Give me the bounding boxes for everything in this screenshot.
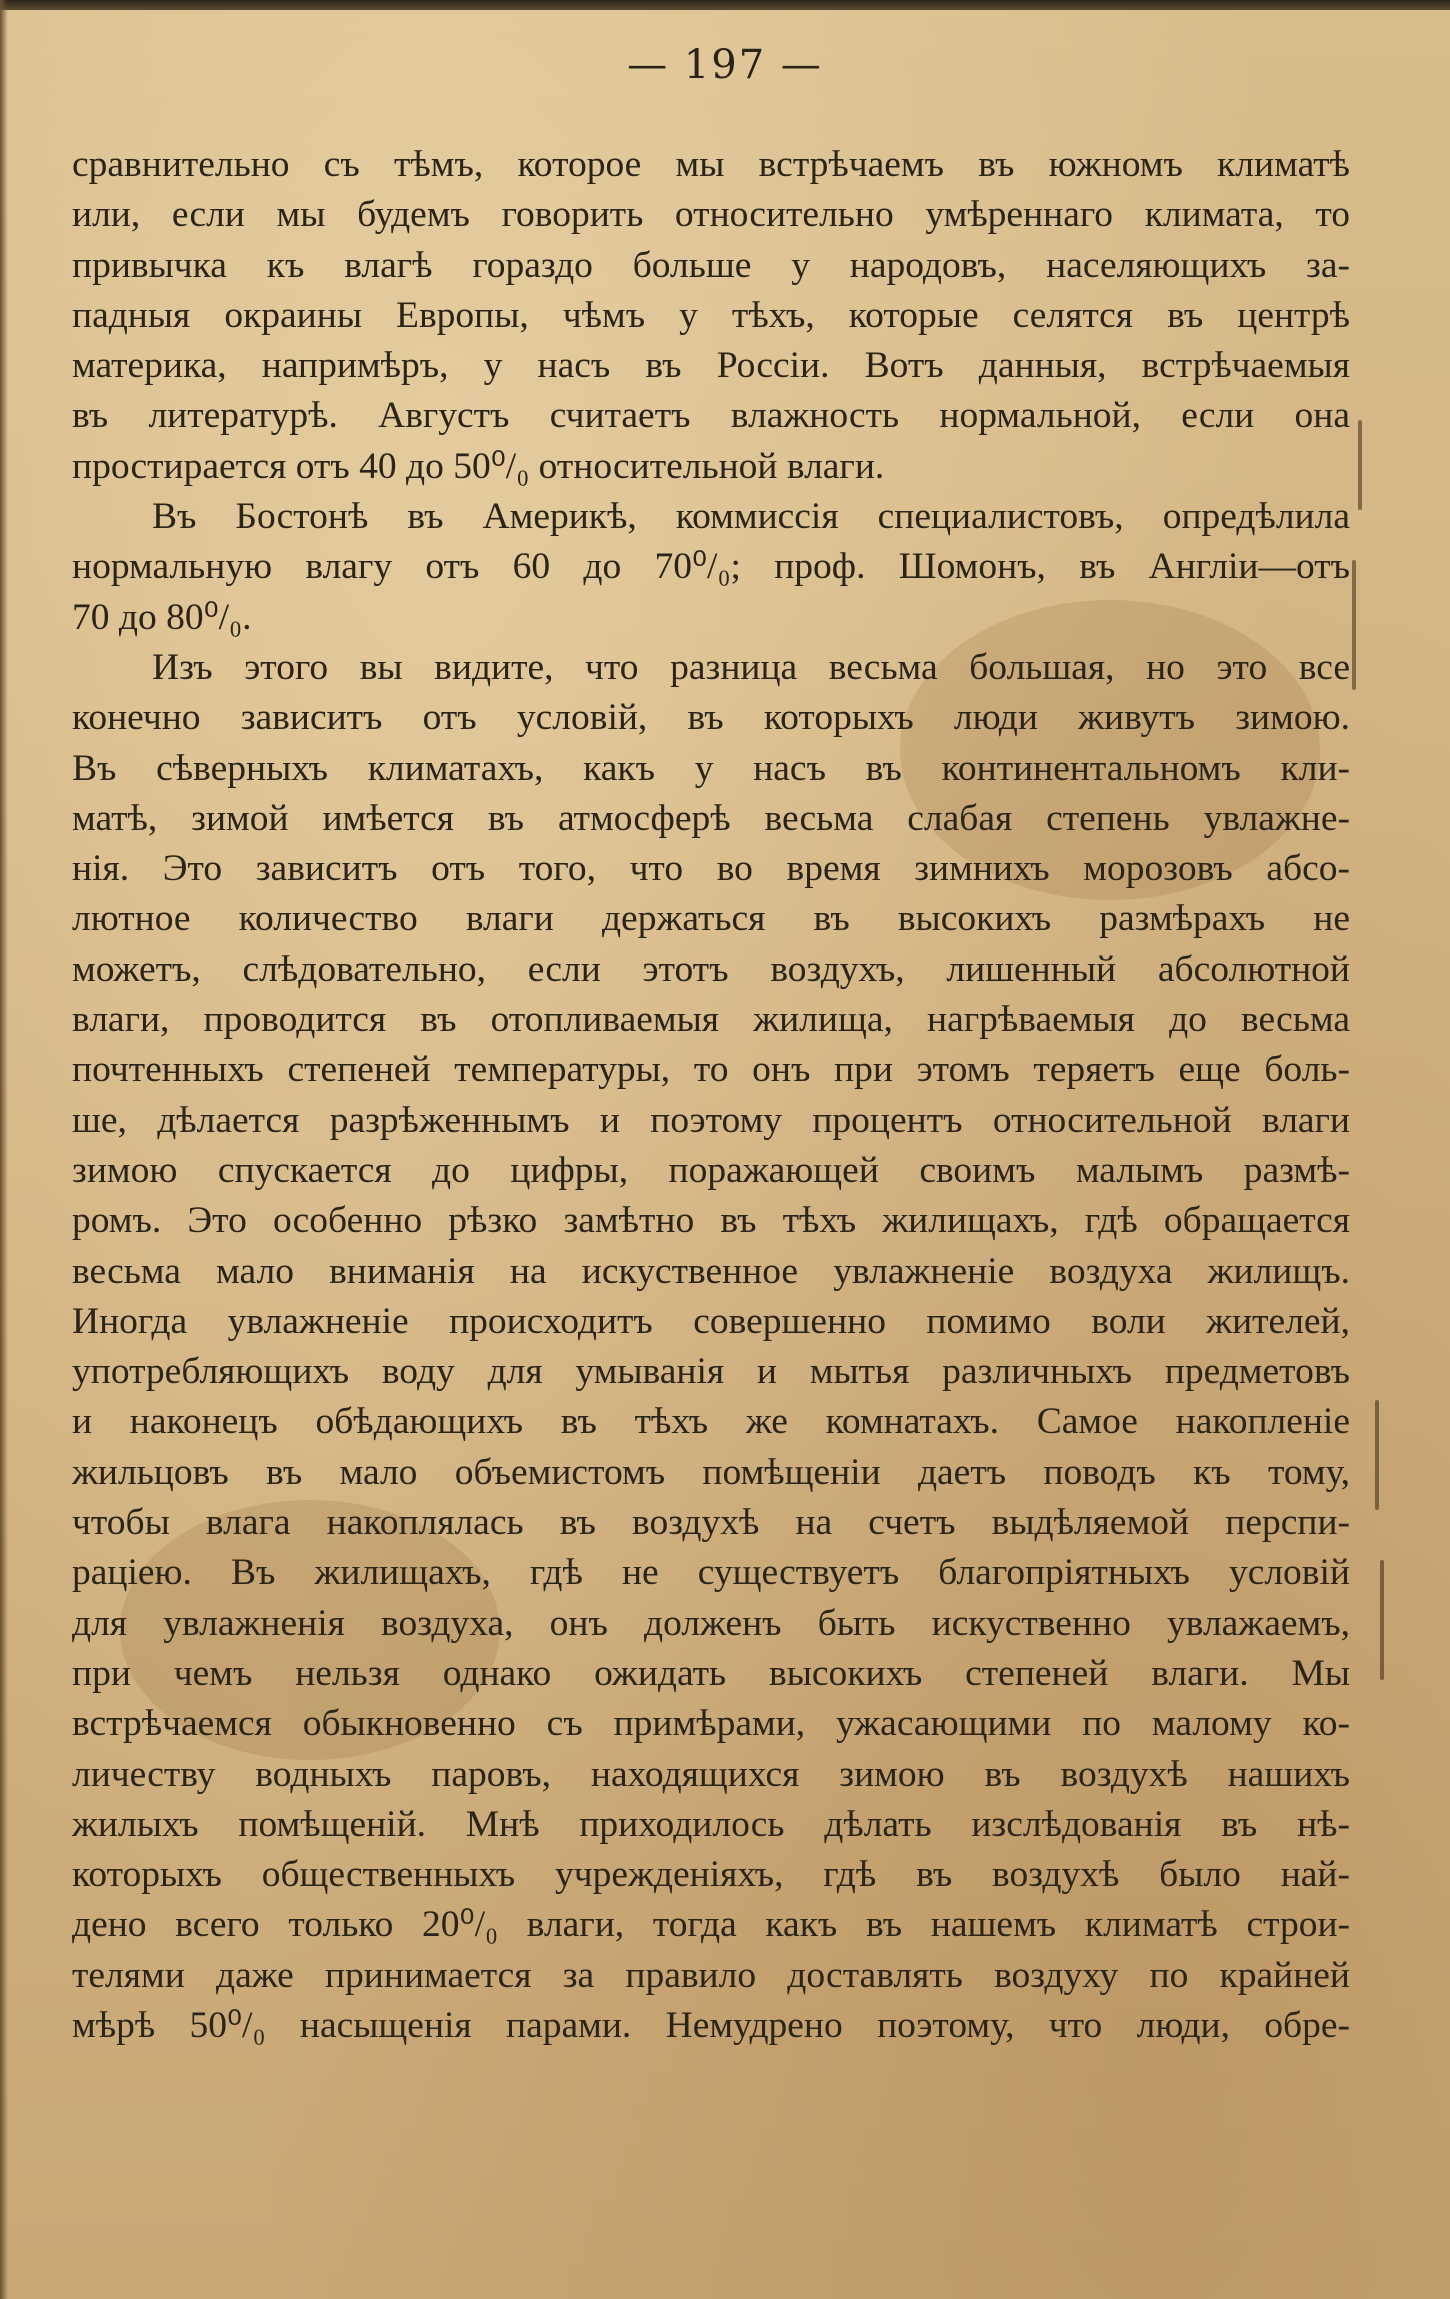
text-line: чтобы влага накоплялась въ воздухѣ на счетъ выдѣляемой перспи- (72, 1502, 1350, 1544)
text-line: материка, напримѣръ, у насъ въ Россiи. Вотъ данныя, встрѣчаемыя (72, 345, 1350, 387)
text-line: жилыхъ помѣщенiй. Мнѣ приходилось дѣлать изслѣдованiя въ нѣ- (72, 1803, 1350, 1845)
text-line: сравнительно съ тѣмъ, которое мы встрѣчаемъ въ южномъ климатѣ (72, 144, 1350, 185)
margin-pencil-mark (1352, 560, 1356, 690)
text-line: конечно зависитъ отъ условiй, въ которыхъ люди живутъ зимою. (72, 697, 1350, 739)
text-line: нормальную влагу отъ 60 до 70⁰/₀; проф. Шомонъ, въ Англiи—отъ (72, 546, 1350, 588)
text-line: для увлажненiя воздуха, онъ долженъ быть искуственно увлажаемъ, (72, 1602, 1350, 1644)
text-line: и наконецъ обѣдающихъ въ тѣхъ же комнатахъ. Самое накопленiе (72, 1401, 1350, 1443)
text-line: матѣ, зимой имѣется въ атмосферѣ весьма слабая степень увлажне- (72, 797, 1350, 839)
text-line: жильцовъ въ мало объемистомъ помѣщенiи даетъ поводъ къ тому, (72, 1451, 1350, 1493)
text-line: или, если мы будемъ говорить относительно умѣреннаго климата, то (72, 194, 1350, 236)
text-line: 70 до 80⁰/₀. (72, 596, 252, 638)
paragraph-start: Изъ этого вы видите, что разница весьма большая, но это все (152, 646, 1350, 688)
text-line: простирается отъ 40 до 50⁰/₀ относительной влаги. (72, 445, 885, 487)
text-line: Иногда увлажненiе происходитъ совершенно помимо воли жителей, (72, 1300, 1350, 1342)
text-line: влаги, проводится въ отопливаемыя жилища, нагрѣваемыя до весьма (72, 999, 1350, 1041)
text-line: зимою спускается до цифры, поражающей своимъ малымъ размѣ- (72, 1149, 1350, 1191)
text-line: ше, дѣлается разрѣженнымъ и поэтому процентъ относительной влаги (72, 1099, 1350, 1141)
text-line: Въ сѣверныхъ климатахъ, какъ у насъ въ континентальномъ кли- (72, 747, 1350, 789)
text-line: рацiею. Въ жилищахъ, гдѣ не существуетъ благопрiятныхъ условiй (72, 1552, 1350, 1594)
text-line: почтенныхъ степеней температуры, то онъ при этомъ теряетъ еще боль- (72, 1049, 1350, 1091)
text-line: личеству водныхъ паровъ, находящихся зимою въ воздухѣ нашихъ (72, 1753, 1350, 1795)
margin-pencil-mark (1375, 1400, 1379, 1510)
text-line: ромъ. Это особенно рѣзко замѣтно въ тѣхъ жилищахъ, гдѣ обращается (72, 1200, 1350, 1242)
text-line: встрѣчаемся обыкновенно съ примѣрами, ужасающими по малому ко- (72, 1703, 1350, 1745)
text-line: которыхъ общественныхъ учрежденiяхъ, гдѣ въ воздухѣ было най- (72, 1854, 1350, 1896)
margin-pencil-mark (1380, 1560, 1384, 1680)
text-line: нiя. Это зависитъ отъ того, что во время зимнихъ морозовъ абсо- (72, 848, 1350, 890)
text-line: падныя окраины Европы, чѣмъ у тѣхъ, которые селятся въ центрѣ (72, 294, 1350, 336)
body-text (72, 140, 1350, 2051)
page-left-edge (0, 0, 8, 2299)
page-top-edge (0, 0, 1450, 10)
text-line: телями даже принимается за правило доставлять воздуху по крайней (72, 1954, 1350, 1996)
text-line: лютное количество влаги держаться въ высокихъ размѣрахъ не (72, 898, 1350, 940)
text-line: привычка къ влагѣ гораздо больше у народовъ, населяющихъ за- (72, 244, 1350, 286)
text-line: весьма мало вниманiя на искуственное увлажненiе воздуха жилищъ. (72, 1250, 1350, 1292)
text-line: въ литературѣ. Августъ считаетъ влажность нормальной, если она (72, 395, 1350, 437)
text-line: при чемъ нельзя однако ожидать высокихъ степеней влаги. Мы (72, 1652, 1350, 1694)
paragraph-start: Въ Бостонѣ въ Америкѣ, коммиссiя специалистовъ, опредѣлила (152, 496, 1350, 538)
text-line: мѣрѣ 50⁰/₀ насыщенiя парами. Немудрено поэтому, что люди, обре- (72, 2004, 1350, 2046)
page-number: — 197 — (627, 42, 823, 88)
text-line: дено всего только 20⁰/₀ влаги, тогда какъ въ нашемъ климатѣ строи- (72, 1904, 1350, 1946)
text-line: употребляющихъ воду для умыванiя и мытья различныхъ предметовъ (72, 1351, 1350, 1393)
text-line: можетъ, слѣдовательно, если этотъ воздухъ, лишенный абсолютной (72, 948, 1350, 990)
margin-pencil-mark (1358, 420, 1362, 510)
